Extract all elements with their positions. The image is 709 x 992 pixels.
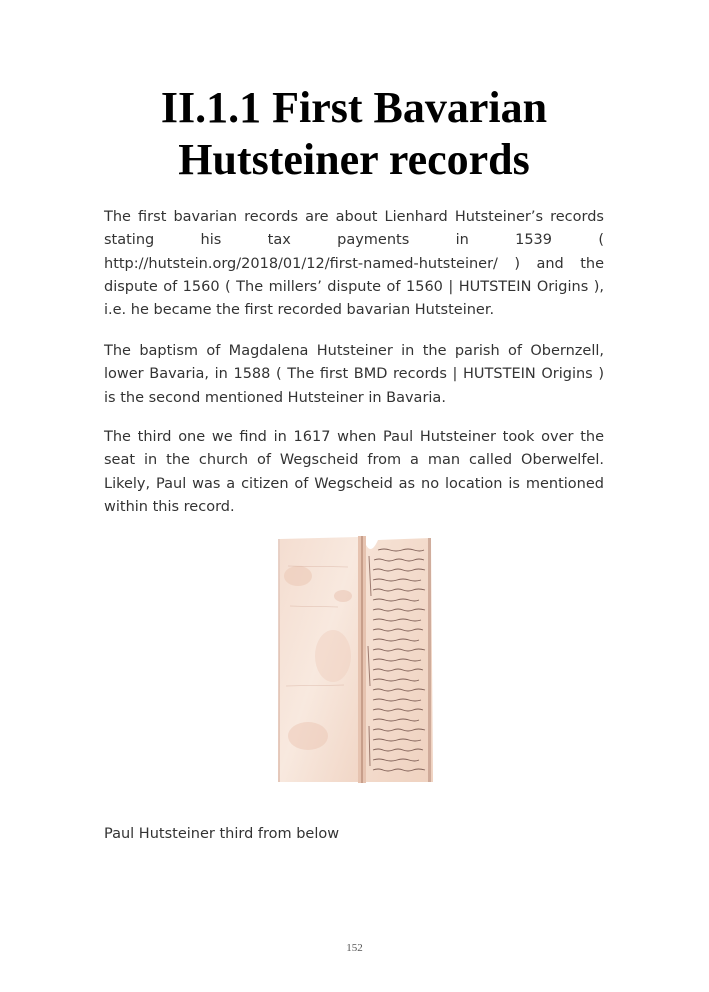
figure-caption: Paul Hutsteiner third from below [104, 826, 340, 842]
page-title-line-1: II.1.1 First Bavarian [160, 83, 548, 132]
paragraph-church-seat-record: The third one we find in 1617 when Paul Hutsteiner took over the seat in the church of Wegscheid from a man called Oberwelfel. Likely, Paul was a citizen of Wegscheid as no location is mentioned within this record. [104, 429, 604, 515]
page-number: 152 [346, 942, 363, 954]
manuscript-scan-image [278, 536, 433, 783]
paragraph-baptism-record: The baptism of Magdalena Hutsteiner in the parish of Obernzell, lower Bavaria, in 1588 ( The first BMD records | HUTSTEIN Origins ) is the second mentioned Hutsteiner in Bavaria. [104, 343, 604, 406]
page-title-line-2: Hutsteiner records [178, 135, 530, 184]
page-title [104, 82, 604, 186]
paragraph-first-records: The first bavarian records are about Lienhard Hutsteiner’s records stating his tax payments in 1539 ( http://hutstein.org/2018/01/12/first-named-hutsteiner/ ) and the dispute of 1560 ( The millers’ dispute of 1560 | HUTSTEIN Origins ), i.e. he became the first recorded bavarian Hutsteiner. [104, 209, 604, 319]
